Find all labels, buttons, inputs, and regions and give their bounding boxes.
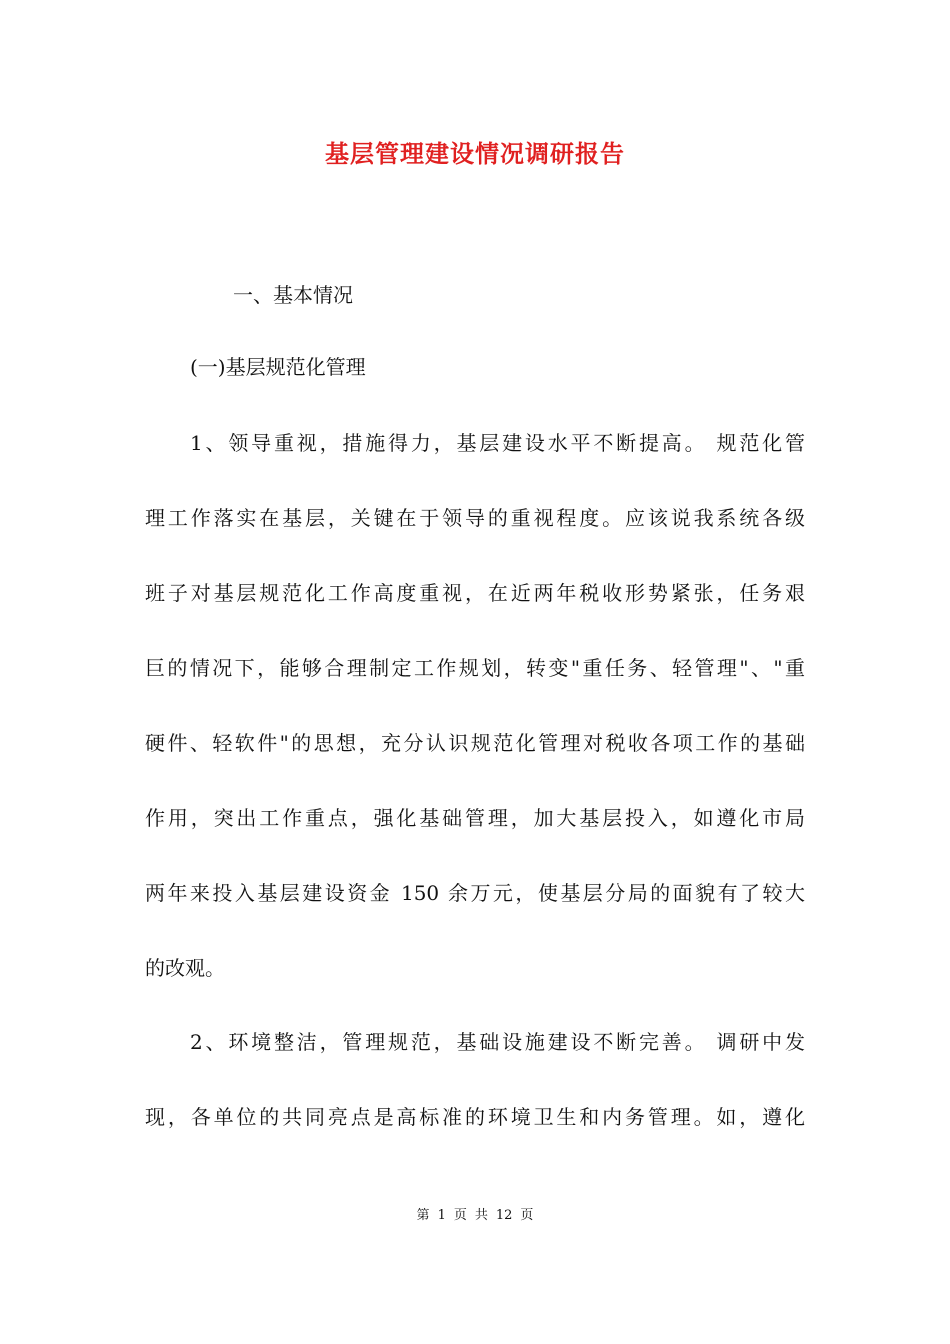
paragraph-line: 巨的情况下，能够合理制定工作规划，转变"重任务、轻管理"、"重 [145, 656, 805, 680]
page-footer [0, 1206, 950, 1226]
paragraph-line: 2、环境整洁，管理规范，基础设施建设不断完善。 调研中发 [190, 1030, 805, 1054]
paragraph-line: 现，各单位的共同亮点是高标准的环境卫生和内务管理。如，遵化 [145, 1105, 805, 1129]
paragraph-line: 作用，突出工作重点，强化基础管理，加大基层投入，如遵化市局 [145, 806, 805, 830]
footer-suffix: 页 [520, 1208, 534, 1223]
paragraph-line: 的改观。 [145, 956, 225, 980]
footer-current-page: 1 [437, 1208, 446, 1223]
paragraph-line: 班子对基层规范化工作高度重视，在近两年税收形势紧张，任务艰 [145, 581, 805, 605]
paragraph-2 [145, 1005, 805, 1155]
paragraph-line: 两年来投入基层建设资金 150 余万元，使基层分局的面貌有了较大 [145, 881, 805, 905]
footer-page-label: 页 [453, 1208, 467, 1223]
subsection-heading: (一)基层规范化管理 [190, 355, 366, 379]
paragraph-line: 硬件、轻软件"的思想，充分认识规范化管理对税收各项工作的基础 [145, 731, 805, 755]
footer-prefix: 第 [416, 1208, 430, 1223]
paragraph-1 [145, 406, 805, 1006]
paragraph-line: 理工作落实在基层，关键在于领导的重视程度。应该说我系统各级 [145, 506, 805, 530]
paragraph-line: 1、领导重视，措施得力，基层建设水平不断提高。 规范化管 [190, 431, 805, 455]
document-title: 基层管理建设情况调研报告 [325, 139, 625, 168]
footer-total-pages: 12 [495, 1208, 513, 1223]
footer-total-label: 共 [474, 1208, 488, 1223]
section-heading: 一、基本情况 [233, 283, 353, 307]
